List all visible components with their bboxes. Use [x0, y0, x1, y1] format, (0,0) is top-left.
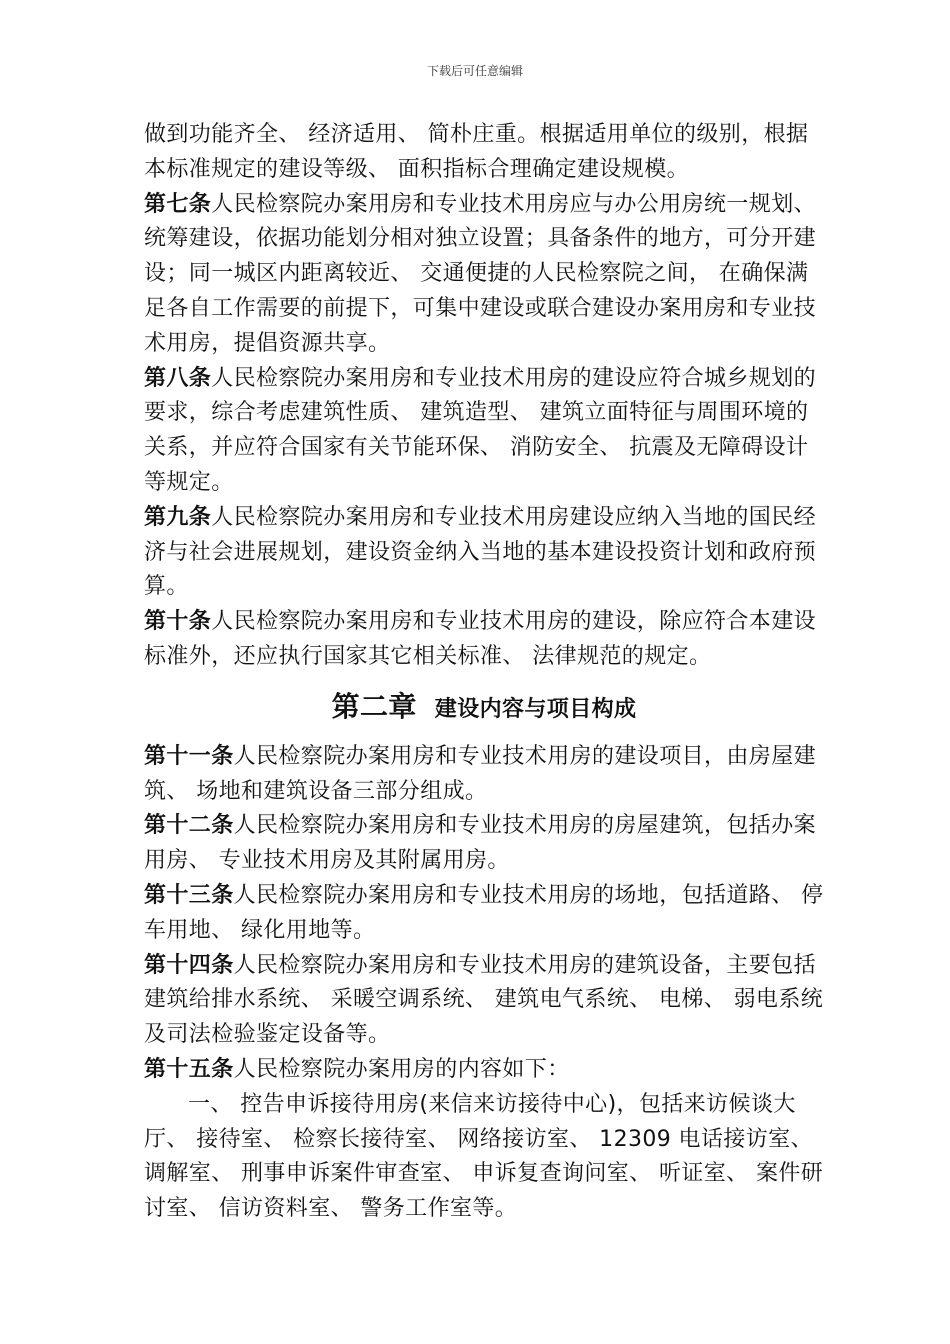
- article-9: [144, 501, 824, 605]
- paragraph-continuation: 做到功能齐全、 经济适用、 简朴庄重。根据适用单位的级别，根据本标准规定的建设等级、 面积指标合理确定建设规模。: [144, 122, 809, 182]
- article-number: 第七条: [144, 191, 212, 217]
- article-number: 第十四条: [144, 952, 234, 978]
- article-7: [144, 188, 824, 362]
- document-body: [144, 118, 824, 1227]
- article-text: 人民检察院办案用房和专业技术用房的建设应符合城乡规划的要求，综合考虑建筑性质、 建筑造型、 建筑立面特征与周围环境的关系，并应符合国家有关节能环保、 消防安全、 抗震及无障碍设计等规定。: [144, 365, 817, 495]
- article-11: [144, 740, 824, 810]
- article-8: [144, 362, 824, 501]
- article-text: 人民检察院办案用房和专业技术用房的场地，包括道路、 停车用地、 绿化用地等。: [144, 882, 824, 943]
- article-number: 第十三条: [144, 882, 234, 908]
- chapter-title: 建设内容与项目构成: [434, 696, 637, 722]
- article-text: 人民检察院办案用房的内容如下：: [233, 1056, 570, 1082]
- chapter-number: 第二章: [331, 689, 417, 723]
- article-number: 第十条: [144, 609, 212, 635]
- article-14: [144, 949, 824, 1053]
- article-text: 人民检察院办案用房和专业技术用房建设应纳入当地的国民经济与社会进展规划，建设资金纳入当地的基本建设投资计划和政府预算。: [144, 504, 817, 600]
- article-10: [144, 605, 824, 675]
- article-text: 人民检察院办案用房和专业技术用房的建设，除应符合本建设标准外，还应执行国家其它相关标准、 法律规范的规定。: [144, 609, 817, 669]
- chapter-heading: [144, 687, 824, 730]
- page-header: 下载后可任意编辑: [426, 64, 523, 78]
- article-13: [144, 879, 824, 949]
- article-text: 人民检察院办案用房和专业技术用房应与办公用房统一规划、 统筹建设，依据功能划分相对独立设置；具备条件的地方，可分开建设；同一城区内距离较近、 交通便捷的人民检察院之间， 在确保满足各自工作需要的前提下，可集中建设或联合建设办案用房和专业技术用房，提倡资源共享。: [144, 191, 817, 356]
- article-number: 第十五条: [144, 1056, 234, 1082]
- article-number: 第十二条: [144, 813, 234, 839]
- article-number: 第八条: [144, 365, 212, 391]
- article-12: [144, 809, 824, 879]
- article-number: 第九条: [144, 504, 212, 530]
- article-text: 人民检察院办案用房和专业技术用房的建筑设备，主要包括建筑给排水系统、 采暖空调系统、 建筑电气系统、 电梯、 弱电系统及司法检验鉴定设备等。: [144, 952, 824, 1048]
- article-15: [144, 1053, 824, 1088]
- list-item-1: 一、 控告申诉接待用房(来信来访接待中心)，包括来访候谈大厅、 接待室、 检察长接待室、 网络接访室、 12309 电话接访室、 调解室、 刑事申诉案件审查室、 申诉复查询问室、 听证室、 案件研讨室、 信访资料室、 警务工作室等。: [144, 1091, 824, 1222]
- article-number: 第十一条: [144, 743, 234, 769]
- article-text: 人民检察院办案用房和专业技术用房的房屋建筑，包括办案用房、 专业技术用房及其附属用房。: [144, 813, 817, 874]
- article-text: 人民检察院办案用房和专业技术用房的建设项目，由房屋建筑、 场地和建筑设备三部分组成。: [144, 743, 817, 804]
